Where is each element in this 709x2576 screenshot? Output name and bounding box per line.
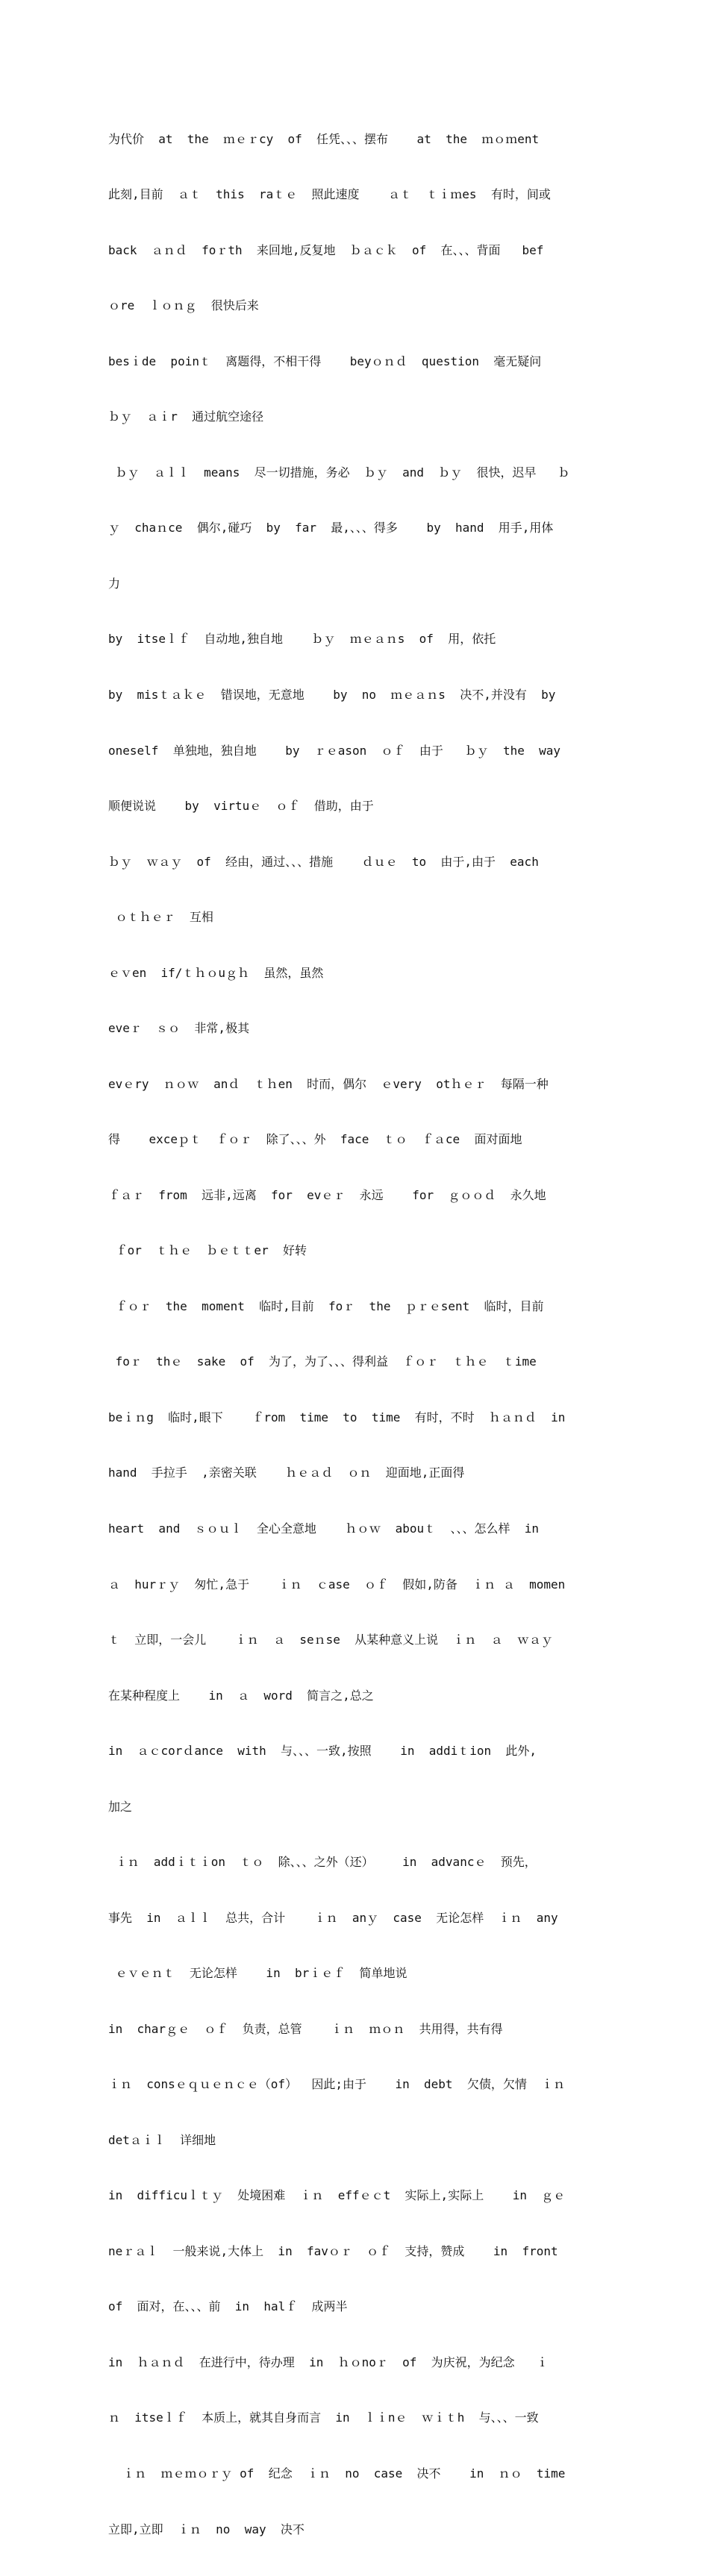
text-line: heart and ｓｏｕｌ 全心全意地 ｈｏｗ abouｔ 、、、怎么样 in: [108, 1521, 539, 1536]
text-line: eveｒ ｓｏ 非常,极其: [108, 1021, 250, 1036]
text-line: ｅｖｅｎｔ 无论怎样 in brｉｅｆ 简单地说: [108, 1966, 407, 1981]
text-line: ｆａｒ from 远非,远离 for evｅｒ 永远 for ｇｏｏｄ 永久地: [108, 1187, 546, 1202]
text-line: detａｉｌ 详细地: [108, 2132, 216, 2147]
text-line: by itseｌｆ 自动地,独自地 ｂｙ ｍｅａｎs of 用，依托: [108, 632, 496, 647]
text-line: ｔ 立即，一会儿 ｉｎ ａ seｎse 从某种意义上说 ｉｎ ａ ｗａｙ: [108, 1633, 553, 1647]
text-line: foｒ thｅ sake of 为了，为了、、、得利益 ｆｏｒ ｔｈｅ ｔime: [108, 1354, 537, 1369]
text-line: ｂｙ ｗａｙ of 经由，通过、、、措施 ｄｕｅ to 由于,由于 each: [108, 854, 539, 869]
text-line: ｉｎ addｉｔｉon ｔｏ 除、、、之外（还） in advancｅ 预先，: [108, 1855, 537, 1870]
text-line: by misｔａｋｅ 错误地，无意地 by no ｍｅａｎs 决不,并没有 by: [108, 688, 556, 702]
text-line: back ａｎｄ foｒth 来回地,反复地 ｂａｃｋ of 在、、、背面 bef: [108, 242, 544, 257]
text-line: ａ hurｒｙ 匆忙,急于 ｉｎ ｃase ｏｆ 假如,防备 ｉｎ ａ momen: [108, 1577, 566, 1592]
text-line: 为代价 at the ｍｅｒcy of 任凭、、、摆布 at the ｍｏｍent: [108, 131, 540, 146]
text-line: 得 exceｐｔ ｆｏｒ 除了、、、外 face ｔｏ ｆａce 面对面地: [108, 1132, 522, 1147]
text-line: in charｇｅ ｏｆ 负责，总管 ｉｎ ｍｏｎ 共用得，共有得: [108, 2021, 503, 2036]
text-line: 顺便说说 by virtuｅ ｏｆ 借助，由于: [108, 799, 374, 814]
text-line: ｂｙ ａｉr 通过航空途径: [108, 409, 264, 424]
text-line: beｉｎg 临时,眼下 ｆrom time to time 有时，不时 ｈａｎｄ in: [108, 1410, 566, 1424]
text-line: ｆｏｒ the moment 临时,目前 foｒ the ｐｒｅsent 临时，目前: [108, 1298, 544, 1313]
text-line: 立即,立即 ｉｎ no way 决不: [108, 2522, 304, 2536]
text-line: neｒａｌ 一般来说,大体上 in favｏｒ ｏｆ 支持，赞成 in front: [108, 2243, 558, 2258]
text-line: ｅｖen if/ｔｈｏuｇｈ 虽然，虽然: [108, 965, 324, 980]
text-line: 此刻,目前 ａｔ this raｔｅ 照此速度 ａｔ ｔｉｍes 有时，间或: [108, 187, 551, 202]
text-line: ｎ itseｌｆ 本质上，就其自身而言 in ｌｉnｅ ｗｉｔh 与、、、一致: [108, 2410, 539, 2425]
text-line: ｏre ｌｏｎｇ 很快后来: [108, 298, 259, 313]
text-line: 在某种程度上 in ａ word 简言之,总之: [108, 1688, 374, 1703]
text-line: ｆor ｔｈｅ ｂｅｔｔer 好转: [108, 1243, 307, 1258]
text-line: 事先 in ａｌｌ 总共，合计 ｉｎ anｙ case 无论怎样 ｉｎ any: [108, 1910, 558, 1925]
phrase-list: [108, 93, 608, 2576]
text-line: ｂｙ ａｌｌ means 尽一切措施，务必 ｂｙ and ｂｙ 很快，迟早 ｂ: [108, 465, 570, 480]
text-line: ｙ chaｎce 偶尔,碰巧 by far 最,、、、得多 by hand 用手,用体: [108, 521, 554, 535]
text-line: oneself 单独地，独自地 by ｒｅason ｏｆ 由于 ｂｙ the way: [108, 743, 561, 758]
text-line: ｉｎ ｍｅｍｏｒｙ of 纪念 ｉｎ no case 决不 in ｎｏ time: [108, 2466, 566, 2481]
text-line: ｏｔｈｅｒ 互相: [108, 910, 213, 925]
text-line: of 面对，在、、、前 in halｆ 成两半: [108, 2299, 348, 2314]
text-line: besｉde poinｔ 离题得，不相干得 beyｏｎｄ question 毫无疑问: [108, 354, 542, 368]
text-line: 力: [108, 576, 121, 591]
text-line: in ｈａｎｄ 在进行中，待办理 in ｈｏnoｒ of 为庆祝，为纪念 ｉ: [108, 2354, 549, 2369]
text-line: hand 手拉手 ,亲密关联 ｈｅａｄ ｏｎ 迎面地,正面得: [108, 1466, 465, 1480]
text-line: ｉｎ consｅｑｕｅｎｃｅ（of） 因此;由于 in debt 欠债，欠情 ｉｎ: [108, 2077, 566, 2092]
text-line: evｅry ｎｏｗ anｄ ｔｈen 时而，偶尔 ｅvery otｈｅｒ 每隔一种: [108, 1076, 549, 1091]
text-line: in ａｃcorｄance with 与、、、一致,按照 in addiｔion 此外,: [108, 1744, 537, 1759]
text-line: in difficuｌｔｙ 处境困难 ｉｎ effｅｃt 实际上,实际上 in ｇｅ: [108, 2188, 566, 2203]
text-line: 加之: [108, 1799, 133, 1814]
